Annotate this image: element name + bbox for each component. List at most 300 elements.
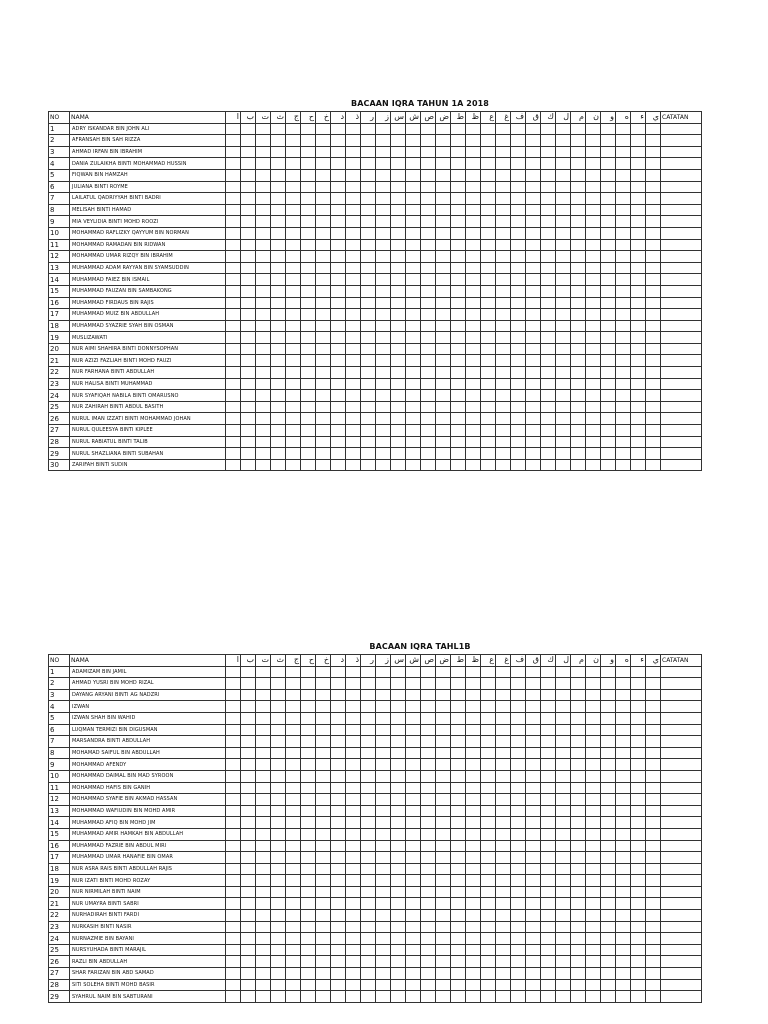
letter-check-cell [286, 666, 301, 678]
letter-check-cell [376, 770, 391, 782]
letter-check-cell [421, 262, 436, 274]
letter-check-cell [331, 712, 346, 724]
letter-check-cell [571, 204, 586, 216]
letter-check-cell [511, 332, 526, 344]
letter-check-cell [646, 367, 661, 379]
letter-check-cell [241, 193, 256, 205]
student-number: 2 [49, 678, 70, 690]
letter-check-cell [496, 390, 511, 402]
letter-check-cell [601, 724, 616, 736]
catatan-cell [661, 863, 702, 875]
letter-check-cell [286, 852, 301, 864]
column-header-letter: ز [376, 112, 391, 124]
table-row [49, 678, 702, 690]
letter-check-cell [421, 320, 436, 332]
letter-check-cell [496, 448, 511, 460]
column-header-letter: ت [256, 655, 271, 667]
letter-check-cell [601, 390, 616, 402]
header-row [49, 655, 702, 667]
letter-check-cell [541, 944, 556, 956]
table-row [49, 863, 702, 875]
letter-check-cell [346, 910, 361, 922]
catatan-cell [661, 759, 702, 771]
letter-check-cell [466, 852, 481, 864]
letter-check-cell [616, 678, 631, 690]
letter-check-cell [376, 712, 391, 724]
letter-check-cell [436, 666, 451, 678]
column-header-letter: د [331, 655, 346, 667]
letter-check-cell [526, 239, 541, 251]
catatan-cell [661, 991, 702, 1003]
letter-check-cell [226, 274, 241, 286]
letter-check-cell [316, 367, 331, 379]
letter-check-cell [391, 747, 406, 759]
letter-check-cell [421, 898, 436, 910]
letter-check-cell [541, 736, 556, 748]
table-row [49, 343, 702, 355]
letter-check-cell [226, 747, 241, 759]
catatan-cell [661, 724, 702, 736]
letter-check-cell [421, 135, 436, 147]
letter-check-cell [226, 944, 241, 956]
letter-check-cell [631, 828, 646, 840]
letter-check-cell [316, 343, 331, 355]
letter-check-cell [241, 146, 256, 158]
letter-check-cell [361, 146, 376, 158]
table-row [49, 169, 702, 181]
letter-check-cell [391, 759, 406, 771]
letter-check-cell [541, 436, 556, 448]
letter-check-cell [646, 425, 661, 437]
letter-check-cell [241, 135, 256, 147]
letter-check-cell [301, 204, 316, 216]
letter-check-cell [286, 216, 301, 228]
letter-check-cell [511, 262, 526, 274]
letter-check-cell [526, 805, 541, 817]
letter-check-cell [421, 968, 436, 980]
letter-check-cell [406, 805, 421, 817]
table-row [49, 898, 702, 910]
student-name: FIQWAN BIN HAMZAH [70, 169, 226, 181]
letter-check-cell [451, 169, 466, 181]
letter-check-cell [526, 401, 541, 413]
letter-check-cell [466, 828, 481, 840]
column-header-letter: غ [496, 655, 511, 667]
letter-check-cell [601, 794, 616, 806]
letter-check-cell [241, 933, 256, 945]
column-header-letter: ج [286, 655, 301, 667]
letter-check-cell [301, 459, 316, 471]
letter-check-cell [556, 759, 571, 771]
table-row [49, 227, 702, 239]
letter-check-cell [631, 123, 646, 135]
letter-check-cell [391, 817, 406, 829]
letter-check-cell [361, 181, 376, 193]
letter-check-cell [421, 910, 436, 922]
catatan-cell [661, 828, 702, 840]
letter-check-cell [271, 274, 286, 286]
letter-check-cell [436, 285, 451, 297]
letter-check-cell [646, 991, 661, 1003]
letter-check-cell [331, 262, 346, 274]
letter-check-cell [616, 378, 631, 390]
letter-check-cell [511, 817, 526, 829]
letter-check-cell [451, 770, 466, 782]
letter-check-cell [421, 747, 436, 759]
student-number: 16 [49, 840, 70, 852]
letter-check-cell [421, 701, 436, 713]
letter-check-cell [556, 297, 571, 309]
letter-check-cell [301, 425, 316, 437]
letter-check-cell [556, 448, 571, 460]
catatan-cell [661, 274, 702, 286]
letter-check-cell [361, 459, 376, 471]
letter-check-cell [511, 285, 526, 297]
letter-check-cell [616, 886, 631, 898]
letter-check-cell [316, 747, 331, 759]
student-number: 14 [49, 817, 70, 829]
student-name: MOHAMMAD RAFLIZKY QAYYUM BIN NORMAN [70, 227, 226, 239]
letter-check-cell [616, 239, 631, 251]
letter-check-cell [526, 193, 541, 205]
letter-check-cell [226, 968, 241, 980]
letter-check-cell [571, 425, 586, 437]
letter-check-cell [271, 991, 286, 1003]
letter-check-cell [406, 921, 421, 933]
letter-check-cell [241, 448, 256, 460]
letter-check-cell [616, 979, 631, 991]
letter-check-cell [301, 193, 316, 205]
letter-check-cell [421, 678, 436, 690]
letter-check-cell [646, 262, 661, 274]
letter-check-cell [391, 425, 406, 437]
letter-check-cell [331, 852, 346, 864]
letter-check-cell [421, 944, 436, 956]
letter-check-cell [406, 274, 421, 286]
letter-check-cell [241, 239, 256, 251]
letter-check-cell [256, 285, 271, 297]
letter-check-cell [571, 216, 586, 228]
letter-check-cell [481, 979, 496, 991]
letter-check-cell [496, 794, 511, 806]
student-number: 6 [49, 181, 70, 193]
letter-check-cell [631, 933, 646, 945]
letter-check-cell [586, 204, 601, 216]
letter-check-cell [451, 817, 466, 829]
letter-check-cell [631, 204, 646, 216]
letter-check-cell [646, 135, 661, 147]
letter-check-cell [526, 747, 541, 759]
letter-check-cell [601, 736, 616, 748]
letter-check-cell [616, 736, 631, 748]
letter-check-cell [451, 146, 466, 158]
letter-check-cell [301, 123, 316, 135]
letter-check-cell [466, 367, 481, 379]
student-number: 4 [49, 701, 70, 713]
letter-check-cell [586, 956, 601, 968]
letter-check-cell [556, 332, 571, 344]
catatan-cell [661, 840, 702, 852]
letter-check-cell [511, 355, 526, 367]
letter-check-cell [226, 724, 241, 736]
letter-check-cell [406, 886, 421, 898]
letter-check-cell [541, 712, 556, 724]
letter-check-cell [631, 852, 646, 864]
letter-check-cell [496, 309, 511, 321]
letter-check-cell [271, 689, 286, 701]
letter-check-cell [481, 863, 496, 875]
letter-check-cell [286, 146, 301, 158]
letter-check-cell [361, 169, 376, 181]
letter-check-cell [631, 239, 646, 251]
letter-check-cell [421, 991, 436, 1003]
letter-check-cell [301, 367, 316, 379]
letter-check-cell [586, 193, 601, 205]
letter-check-cell [271, 852, 286, 864]
letter-check-cell [406, 158, 421, 170]
letter-check-cell [586, 355, 601, 367]
letter-check-cell [316, 759, 331, 771]
letter-check-cell [316, 863, 331, 875]
letter-check-cell [241, 898, 256, 910]
letter-check-cell [376, 979, 391, 991]
letter-check-cell [481, 991, 496, 1003]
table-row [49, 747, 702, 759]
letter-check-cell [571, 910, 586, 922]
letter-check-cell [466, 666, 481, 678]
letter-check-cell [526, 181, 541, 193]
letter-check-cell [316, 390, 331, 402]
student-name: NURUL QULEESYA BINTI KIPLEE [70, 425, 226, 437]
letter-check-cell [646, 736, 661, 748]
letter-check-cell [391, 169, 406, 181]
letter-check-cell [466, 736, 481, 748]
letter-check-cell [361, 898, 376, 910]
letter-check-cell [526, 910, 541, 922]
letter-check-cell [466, 343, 481, 355]
letter-check-cell [361, 910, 376, 922]
letter-check-cell [496, 436, 511, 448]
letter-check-cell [256, 413, 271, 425]
letter-check-cell [226, 448, 241, 460]
letter-check-cell [421, 367, 436, 379]
catatan-cell [661, 944, 702, 956]
letter-check-cell [346, 921, 361, 933]
letter-check-cell [466, 320, 481, 332]
letter-check-cell [406, 828, 421, 840]
letter-check-cell [556, 805, 571, 817]
catatan-cell [661, 666, 702, 678]
catatan-cell [661, 921, 702, 933]
letter-check-cell [316, 227, 331, 239]
letter-check-cell [391, 678, 406, 690]
letter-check-cell [571, 886, 586, 898]
letter-check-cell [586, 448, 601, 460]
letter-check-cell [406, 712, 421, 724]
letter-check-cell [586, 216, 601, 228]
letter-check-cell [361, 332, 376, 344]
letter-check-cell [406, 413, 421, 425]
column-header-letter: ل [556, 112, 571, 124]
letter-check-cell [616, 759, 631, 771]
letter-check-cell [301, 921, 316, 933]
table-row [49, 805, 702, 817]
student-number: 3 [49, 146, 70, 158]
letter-check-cell [526, 991, 541, 1003]
letter-check-cell [556, 123, 571, 135]
letter-check-cell [631, 724, 646, 736]
letter-check-cell [391, 933, 406, 945]
letter-check-cell [436, 262, 451, 274]
letter-check-cell [631, 678, 646, 690]
student-name: LUQMAN TERMIZI BIN DIGUSMAN [70, 724, 226, 736]
letter-check-cell [316, 933, 331, 945]
letter-check-cell [451, 910, 466, 922]
letter-check-cell [421, 216, 436, 228]
letter-check-cell [526, 678, 541, 690]
letter-check-cell [331, 459, 346, 471]
letter-check-cell [286, 332, 301, 344]
letter-check-cell [616, 436, 631, 448]
letter-check-cell [616, 991, 631, 1003]
letter-check-cell [631, 770, 646, 782]
letter-check-cell [646, 805, 661, 817]
letter-check-cell [451, 309, 466, 321]
letter-check-cell [346, 863, 361, 875]
letter-check-cell [556, 886, 571, 898]
letter-check-cell [556, 863, 571, 875]
letter-check-cell [436, 910, 451, 922]
column-header-letter: س [391, 112, 406, 124]
letter-check-cell [451, 343, 466, 355]
letter-check-cell [571, 817, 586, 829]
letter-check-cell [331, 204, 346, 216]
letter-check-cell [421, 274, 436, 286]
letter-check-cell [331, 309, 346, 321]
letter-check-cell [436, 817, 451, 829]
letter-check-cell [361, 724, 376, 736]
letter-check-cell [331, 390, 346, 402]
letter-check-cell [256, 274, 271, 286]
sheet-title: BACAAN IQRA TAHUN 1A 2018 [351, 99, 489, 108]
letter-check-cell [226, 169, 241, 181]
letter-check-cell [601, 666, 616, 678]
letter-check-cell [361, 378, 376, 390]
letter-check-cell [556, 262, 571, 274]
letter-check-cell [391, 262, 406, 274]
letter-check-cell [586, 770, 601, 782]
letter-check-cell [286, 759, 301, 771]
letter-check-cell [511, 158, 526, 170]
letter-check-cell [541, 886, 556, 898]
student-number: 29 [49, 448, 70, 460]
table-row [49, 239, 702, 251]
letter-check-cell [331, 227, 346, 239]
letter-check-cell [541, 448, 556, 460]
letter-check-cell [391, 968, 406, 980]
letter-check-cell [556, 367, 571, 379]
letter-check-cell [256, 146, 271, 158]
letter-check-cell [406, 343, 421, 355]
catatan-cell [661, 413, 702, 425]
letter-check-cell [496, 863, 511, 875]
letter-check-cell [616, 169, 631, 181]
letter-check-cell [301, 343, 316, 355]
letter-check-cell [466, 459, 481, 471]
letter-check-cell [346, 425, 361, 437]
letter-check-cell [481, 759, 496, 771]
student-number: 27 [49, 968, 70, 980]
letter-check-cell [256, 852, 271, 864]
letter-check-cell [286, 355, 301, 367]
letter-check-cell [256, 863, 271, 875]
letter-check-cell [511, 782, 526, 794]
letter-check-cell [256, 378, 271, 390]
column-header-letter: ف [511, 112, 526, 124]
letter-check-cell [571, 181, 586, 193]
letter-check-cell [616, 875, 631, 887]
letter-check-cell [316, 724, 331, 736]
letter-check-cell [406, 169, 421, 181]
letter-check-cell [346, 204, 361, 216]
letter-check-cell [451, 875, 466, 887]
letter-check-cell [586, 991, 601, 1003]
letter-check-cell [391, 724, 406, 736]
letter-check-cell [391, 921, 406, 933]
letter-check-cell [541, 320, 556, 332]
letter-check-cell [541, 770, 556, 782]
letter-check-cell [451, 158, 466, 170]
letter-check-cell [526, 944, 541, 956]
student-name: SHAR FARIZAN BIN ABD SAMAD [70, 968, 226, 980]
letter-check-cell [481, 678, 496, 690]
letter-check-cell [346, 251, 361, 263]
letter-check-cell [571, 135, 586, 147]
letter-check-cell [571, 979, 586, 991]
letter-check-cell [256, 343, 271, 355]
letter-check-cell [556, 724, 571, 736]
letter-check-cell [226, 991, 241, 1003]
letter-check-cell [406, 390, 421, 402]
letter-check-cell [421, 794, 436, 806]
letter-check-cell [586, 378, 601, 390]
letter-check-cell [406, 193, 421, 205]
student-number: 18 [49, 863, 70, 875]
letter-check-cell [376, 343, 391, 355]
letter-check-cell [646, 944, 661, 956]
letter-check-cell [601, 759, 616, 771]
student-number: 11 [49, 239, 70, 251]
letter-check-cell [391, 320, 406, 332]
letter-check-cell [286, 944, 301, 956]
letter-check-cell [526, 227, 541, 239]
letter-check-cell [466, 724, 481, 736]
letter-check-cell [391, 158, 406, 170]
letter-check-cell [466, 782, 481, 794]
letter-check-cell [646, 782, 661, 794]
catatan-cell [661, 898, 702, 910]
letter-check-cell [646, 146, 661, 158]
letter-check-cell [406, 146, 421, 158]
letter-check-cell [346, 285, 361, 297]
letter-check-cell [631, 817, 646, 829]
letter-check-cell [466, 770, 481, 782]
letter-check-cell [286, 736, 301, 748]
letter-check-cell [481, 320, 496, 332]
letter-check-cell [466, 759, 481, 771]
letter-check-cell [586, 274, 601, 286]
letter-check-cell [601, 146, 616, 158]
